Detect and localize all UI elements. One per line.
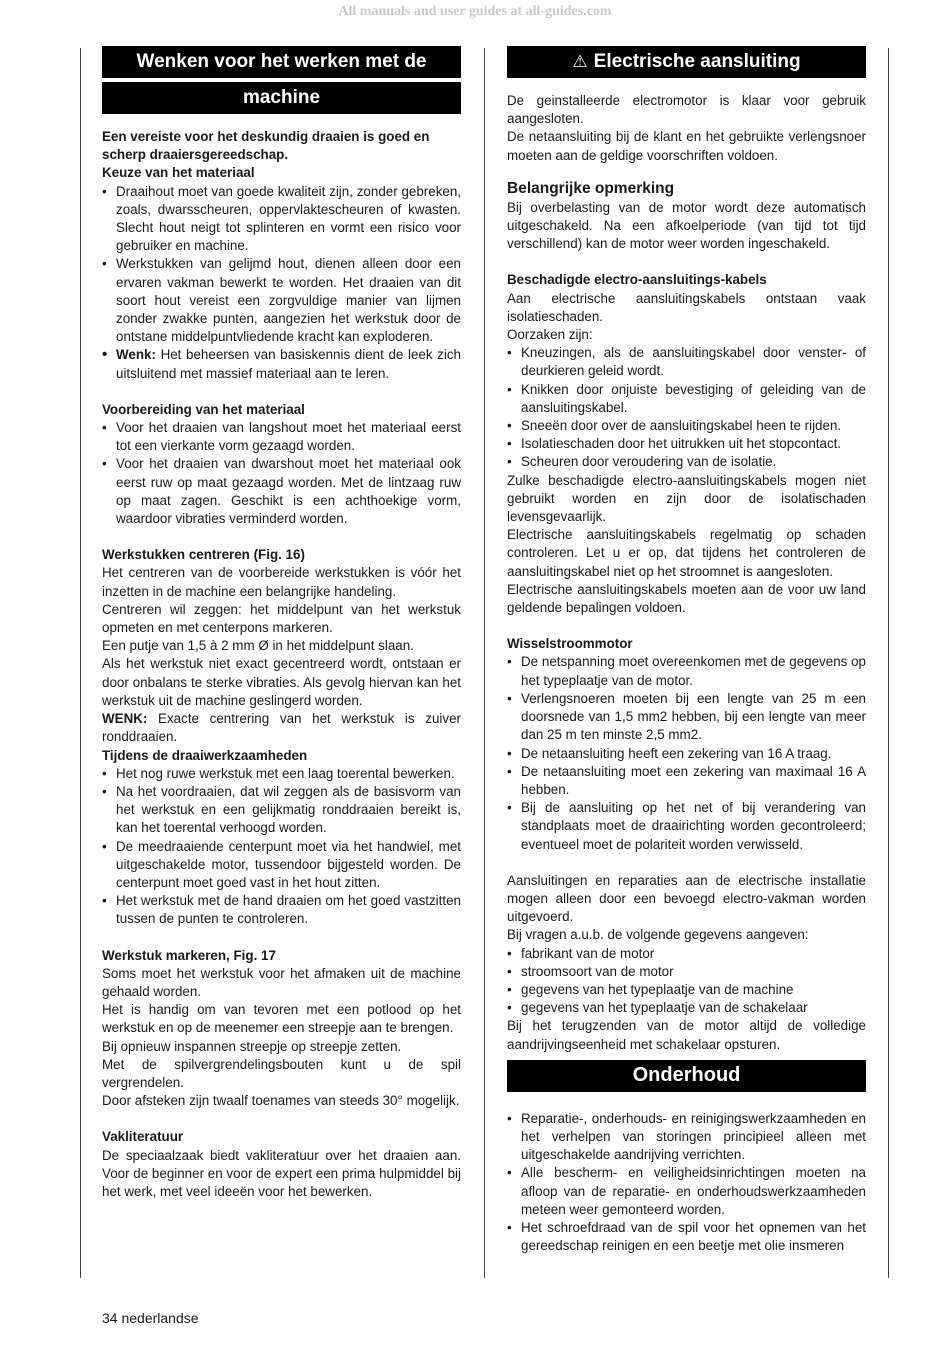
paragraph: Het is handig om van tevoren met een potlood op het werkstuk en op de meenemer een streepje aan te brengen.: [102, 1002, 461, 1036]
tip-text: Exacte centrering van het werkstuk is zuiver ronddraaien.: [102, 711, 461, 745]
subheading-ac-motor: Wisselstroommotor: [507, 636, 633, 652]
tip-list-item: [102, 346, 461, 382]
tip-text: Het beheersen van basiskennis dient de leek zich uitsluitend met massief materiaal aan te leren.: [116, 347, 461, 381]
material-choice-list: [102, 183, 461, 383]
list-item: • Kneuzingen, als de aansluitingskabel door venster- of deurkieren geleid wordt.: [507, 344, 866, 380]
list-item: • Na het voordraaien, dat wil zeggen als de basisvorm van het werkstuk en een gelijkmatig ronddraaien bereikt is, kan het toerental verhoogd worden.: [102, 783, 461, 838]
list-item: • Knikken door onjuiste bevestiging of geleiding van de aansluitingskabel.: [507, 381, 866, 417]
list-item: • Bij de aansluiting op het net of bij verandering van standplaats moet de draairichting worden gecontroleerd; eventueel moet de polariteit worden verwisseld.: [507, 799, 866, 854]
subheading-important-note: Belangrijke opmerking: [507, 179, 675, 197]
paragraph: De speciaalzaak biedt vakliteratuur over het draaien aan. Voor de beginner en voor de expert een prima hulpmiddel bij het werk, met veel ideeën voor het bewerken.: [102, 1147, 461, 1199]
list-item: • De netspanning moet overeenkomen met de gegevens op het typeplaatje van de motor.: [507, 653, 866, 689]
paragraph: Electrische aansluitingskabels moeten aan de voor uw land geldende bepalingen voldoen.: [507, 581, 866, 616]
list-item: • De meedraaiende centerpunt moet via het handwiel, met uitgeschakelde motor, tussendoor bijgesteld worden. De centerpunt moet goed vast in het hout zitten.: [102, 838, 461, 893]
list-item: • De netaansluiting moet een zekering van maximaal 16 A hebben.: [507, 763, 866, 799]
during-turning-list: [102, 765, 461, 929]
spacer: [507, 1092, 866, 1110]
tip-paragraph: [102, 710, 461, 746]
left-margin-rule: [80, 48, 81, 1278]
ac-motor-list: [507, 653, 866, 853]
paragraph: Electrische aansluitingskabels regelmatig op schaden controleren. Let u er op, dat tijdens het controleren de aansluitingskabel niet op het stroomnet is aangesloten.: [507, 527, 866, 579]
list-item: • De netaansluiting heeft een zekering van 16 A traag.: [507, 745, 866, 763]
section-heading-electrical: [507, 46, 866, 78]
list-item: • gegevens van het typeplaatje van de machine: [507, 981, 866, 999]
subheading-during-turning: Tijdens de draaiwerkzaamheden: [102, 747, 308, 763]
list-item: • fabrikant van de motor: [507, 945, 866, 963]
list-item: • Sneeën door over de aansluitingskabel heen te rijden.: [507, 417, 866, 435]
subheading-literature: Vakliteratuur: [102, 1129, 184, 1145]
paragraph: Met de spilvergrendelingsbouten kunt u de spil vergrendelen.: [102, 1056, 461, 1090]
paragraph: Bij opnieuw inspannen streepje op streepje zetten.: [102, 1038, 402, 1054]
left-column: [102, 46, 461, 1201]
right-margin-rule: [888, 48, 889, 1278]
paragraph: Bij vragen a.u.b. de volgende gegevens aangeven:: [507, 927, 809, 943]
damage-causes-list: [507, 344, 866, 471]
paragraph: De netaansluiting bij de klant en het gebruikte verlengsnoer moeten aan de geldige voorschriften voldoen.: [507, 129, 866, 163]
paragraph: Zulke beschadigde electro-aansluitingskabels mogen niet gebruikt worden en zijn door de isolatischaden levensgevaarlijk.: [507, 472, 866, 525]
material-preparation-list: [102, 419, 461, 528]
list-item: • Draaihout moet van goede kwaliteit zijn, zonder gebreken, zoals, dwarsscheuren, oppervlaktescheuren of kwasten. Slecht hout neigt tot splinteren en vormt een risico voor gebruiker en machine.: [102, 183, 461, 256]
section-heading-maintenance: Onderhoud: [507, 1060, 866, 1092]
spacer: [507, 854, 866, 872]
paragraph: Als het werkstuk niet exact gecentreerd wordt, ontstaan er door onbalans te sterke vibraties. Als gevolg hiervan kan het werkstuk uit de machine geslingerd worden.: [102, 656, 461, 708]
list-item: • Isolatieschaden door het uitrukken uit het stopcontact.: [507, 435, 866, 453]
subheading-marking: Werkstuk markeren, Fig. 17: [102, 947, 276, 963]
list-item: • Reparatie-, onderhouds- en reinigingswerkzaamheden en het verhelpen van storingen principieel alleen met uitgeschakelde aandrijving verrichten.: [507, 1110, 866, 1165]
paragraph: Door afsteken zijn twaalf toenames van steeds 30° mogelijk.: [102, 1093, 460, 1109]
warning-triangle-icon: ⚠: [572, 52, 588, 71]
maintenance-list: [507, 1110, 866, 1256]
subheading-damaged-cables: Beschadigde electro-aansluitings-kabels: [507, 272, 767, 288]
list-item: • Scheuren door veroudering van de isolatie.: [507, 453, 866, 471]
section-heading-tips-line2: machine: [102, 82, 461, 114]
required-data-list: [507, 945, 866, 1018]
paragraph: Oorzaken zijn:: [507, 327, 593, 343]
list-item: • Het schroefdraad van de spil voor het opnemen van het gereedschap reinigen en een beetje met olie insmeren: [507, 1219, 866, 1255]
paragraph: Aansluitingen en reparaties aan de electrische installatie mogen alleen door een bevoegd electro-vakman worden uitgevoerd.: [507, 872, 866, 925]
paragraph: Het centreren van de voorbereide werkstukken is vóór het inzetten in de machine een belangrijke handeling.: [102, 565, 461, 599]
paragraph: Een putje van 1,5 à 2 mm Ø in het middelpunt slaan.: [102, 638, 414, 654]
tip-label: Wenk:: [116, 347, 156, 363]
watermark: All manuals and user guides at all-guides.com: [338, 4, 612, 19]
paragraph: Bij het terugzenden van de motor altijd de volledige aandrijvingseenheid met schakelaar opsturen.: [507, 1018, 866, 1052]
list-item: • Alle bescherm- en veiligheidsinrichtingen moeten na afloop van de reparatie- en onderhoudswerkzaamheden meteen weer gemonteerd worden.: [507, 1164, 866, 1219]
paragraph: Centreren wil zeggen: het middelpunt van het werkstuk opmeten en met centerpons markeren.: [102, 601, 461, 636]
list-item: • Verlengsnoeren moeten bij een lengte van 25 m een doorsnede van 1,5 mm2 hebben, bij een lengte van meer dan 25 m ten minste 2,5 mm2.: [507, 690, 866, 745]
list-item: • Het werkstuk met de hand draaien om het goed vastzitten tussen de punten te controleren.: [102, 892, 461, 928]
intro-statement: Een vereiste voor het deskundig draaien is goed en scherp draaiersgereedschap.: [102, 129, 430, 163]
list-item: • gegevens van het typeplaatje van de schakelaar: [507, 999, 866, 1017]
list-item: • Voor het draaien van langshout moet het materiaal eerst tot een vierkante vorm gezaagd worden.: [102, 419, 461, 455]
paragraph: Bij overbelasting van de motor wordt deze automatisch uitgeschakeld. Na een afkoelperiode (van tijd tot tijd verschillend) kan de motor weer worden ingeschakeld.: [507, 199, 866, 252]
list-item: • Werkstukken van gelijmd hout, dienen alleen door een ervaren vakman bewerkt te worden. Het draaien van dit soort hout vereist een zorgvuldige manier van lijmen zonder zwakke punten, aangezien het werkstuk door de ontstane middelpuntvliedende kracht kan exploderen.: [102, 255, 461, 346]
list-item: • stroomsoort van de motor: [507, 963, 866, 981]
section-heading-tips-line1: Wenken voor het werken met de: [102, 46, 461, 78]
list-item: • Het nog ruwe werkstuk met een laag toerental bewerken.: [102, 765, 461, 783]
tip-label: WENK:: [102, 711, 148, 727]
heading-text: Electrische aansluiting: [593, 51, 801, 72]
paragraph: Aan electrische aansluitingskabels ontstaan vaak isolatieschaden.: [507, 290, 866, 324]
list-item: • Voor het draaien van dwarshout moet het materiaal ook eerst ruw op maat gezaagd worden. Met de lintzaag ruw op maat zagen. Geschikt is een achthoekige vorm, waardoor vibraties verminderd worden.: [102, 455, 461, 528]
paragraph: De geinstalleerde electromotor is klaar voor gebruik aangesloten.: [507, 93, 866, 127]
page-footer: 34 nederlandse: [102, 1310, 199, 1326]
right-column: [507, 46, 866, 1255]
paragraph: Soms moet het werkstuk voor het afmaken uit de machine gehaald worden.: [102, 965, 461, 999]
subheading-material-preparation: Voorbereiding van het materiaal: [102, 401, 305, 417]
center-column-rule: [484, 48, 485, 1278]
subheading-centering: Werkstukken centreren (Fig. 16): [102, 547, 305, 563]
subheading-material-choice: Keuze van het materiaal: [102, 165, 255, 181]
